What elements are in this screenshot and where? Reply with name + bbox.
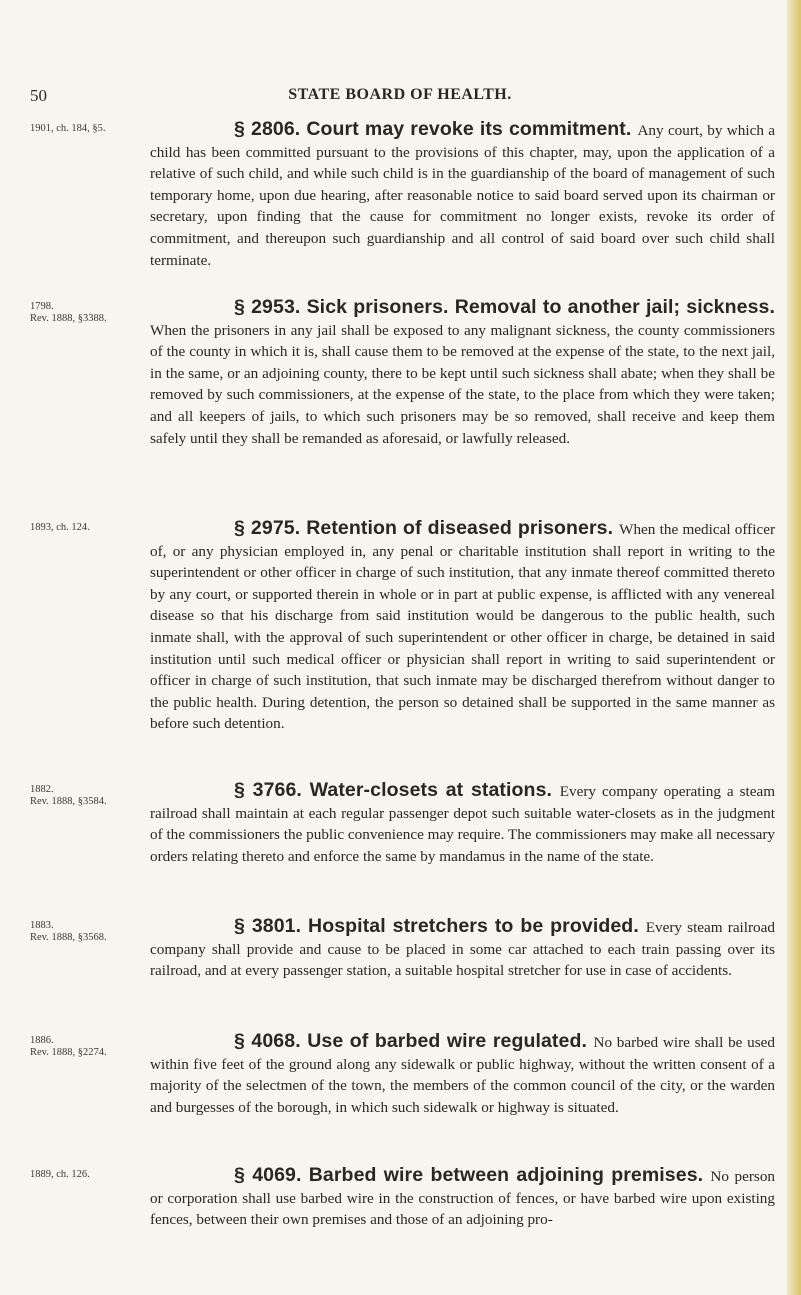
section-text xyxy=(150,1165,775,1231)
page-header xyxy=(30,86,770,110)
margin-note: 1882. Rev. 1888, §3584. xyxy=(30,784,107,807)
section-heading: § 3766. Water-closets at stations. xyxy=(234,779,560,801)
margin-note: 1886. Rev. 1888, §2274. xyxy=(30,1035,107,1058)
section-body: Any court, by which a child has been committed pursuant to the provisions of this chapter, may, upon the application of a relative of such child, and while such child is in the guardianship of the board of management of such temporary home, upon due hearing, after reasonable notice to said board served upon its chairman or secretary, upon finding that the cause for commitment no longer exists, revoke its order of commitment, and thereupon such guardianship and all control of said board over such child shall terminate. xyxy=(150,122,776,269)
page-edge xyxy=(787,0,801,1295)
section-body: No person or corporation shall use barbed wire in the construction of fences, or have barbed wire upon existing fences, between their own premises and those of an adjoining pro- xyxy=(150,1168,776,1229)
margin-note: 1893, ch. 124. xyxy=(30,522,90,533)
section-text xyxy=(150,297,775,449)
section-body: When the prisoners in any jail shall be exposed to any malignant sickness, the county commissioners of the county in which it is, shall cause them to be removed at the expense of the state, to the next jail, in the same, or an adjoining county, there to be kept until such sickness shall abate; when they shall be removed by such commissioners, at the expense of the state, to the place from which they were taken; and all keepers of jails, to which such prisoners may be so removed, shall receive and keep them safely until they shall be remanded as aforesaid, or lawfully released. xyxy=(150,321,775,447)
section-body: Every company operating a steam railroad shall maintain at each regular passenger depot such suitable water-closets as in the judgment of the commissioners the public convenience may require. The commissioners may make all necessary orders relating thereto and enforce the same by mandamus in the name of the state. xyxy=(150,783,776,865)
section-heading: § 2953. Sick prisoners. Removal to another jail; sickness. xyxy=(234,296,775,318)
section-heading: § 2806. Court may revoke its commitment. xyxy=(234,118,638,140)
margin-note: 1883. Rev. 1888, §3568. xyxy=(30,920,107,943)
margin-note: 1901, ch. 184, §5. xyxy=(30,123,106,134)
page-number: 50 xyxy=(30,86,47,105)
section-text xyxy=(150,916,775,982)
section-body: Every steam railroad company shall provide and cause to be placed in some car attached to each train passing over its railroad, and at every passenger station, a suitable hospital stretcher for use in case of accidents. xyxy=(150,919,775,980)
section-body: When the medical officer of, or any physician employed in, any penal or charitable institution shall report in writing to the superintendent or other officer in charge of such institution, that any inmate thereof committed thereto by any court, or supported therein in whole or in part at public expense, is afflicted with any venereal disease so that his discharge from said institution would be dangerous to the public health, such inmate shall, with the approval of such superintendent or other officer in charge, be detained in said institution until such medical officer or physician shall report in writing to said superintendent or officer in charge of such institution, that such inmate may be discharged therefrom without danger to the public health. During detention, the person so detained shall be supported in the same manner as before such detention. xyxy=(150,521,775,733)
section-body: No barbed wire shall be used within five feet of the ground along any sidewalk or public highway, without the written consent of a majority of the selectmen of the town, the members of the common council of the city, or the warden and burgesses of the borough, in which such sidewalk or highway is situated. xyxy=(150,1034,775,1116)
section-heading: § 2975. Retention of diseased prisoners. xyxy=(234,517,620,539)
section-heading: § 4068. Use of barbed wire regulated. xyxy=(234,1030,594,1052)
section-heading: § 4069. Barbed wire between adjoining premises. xyxy=(234,1164,711,1186)
section-text xyxy=(150,119,775,271)
margin-note: 1889, ch. 126. xyxy=(30,1169,90,1180)
margin-note: 1798. Rev. 1888, §3388. xyxy=(30,301,107,324)
section-text xyxy=(150,518,775,735)
section-heading: § 3801. Hospital stretchers to be provided. xyxy=(234,915,646,937)
section-text xyxy=(150,1031,775,1118)
section-text xyxy=(150,780,775,867)
running-head: STATE BOARD OF HEALTH. xyxy=(288,86,512,103)
